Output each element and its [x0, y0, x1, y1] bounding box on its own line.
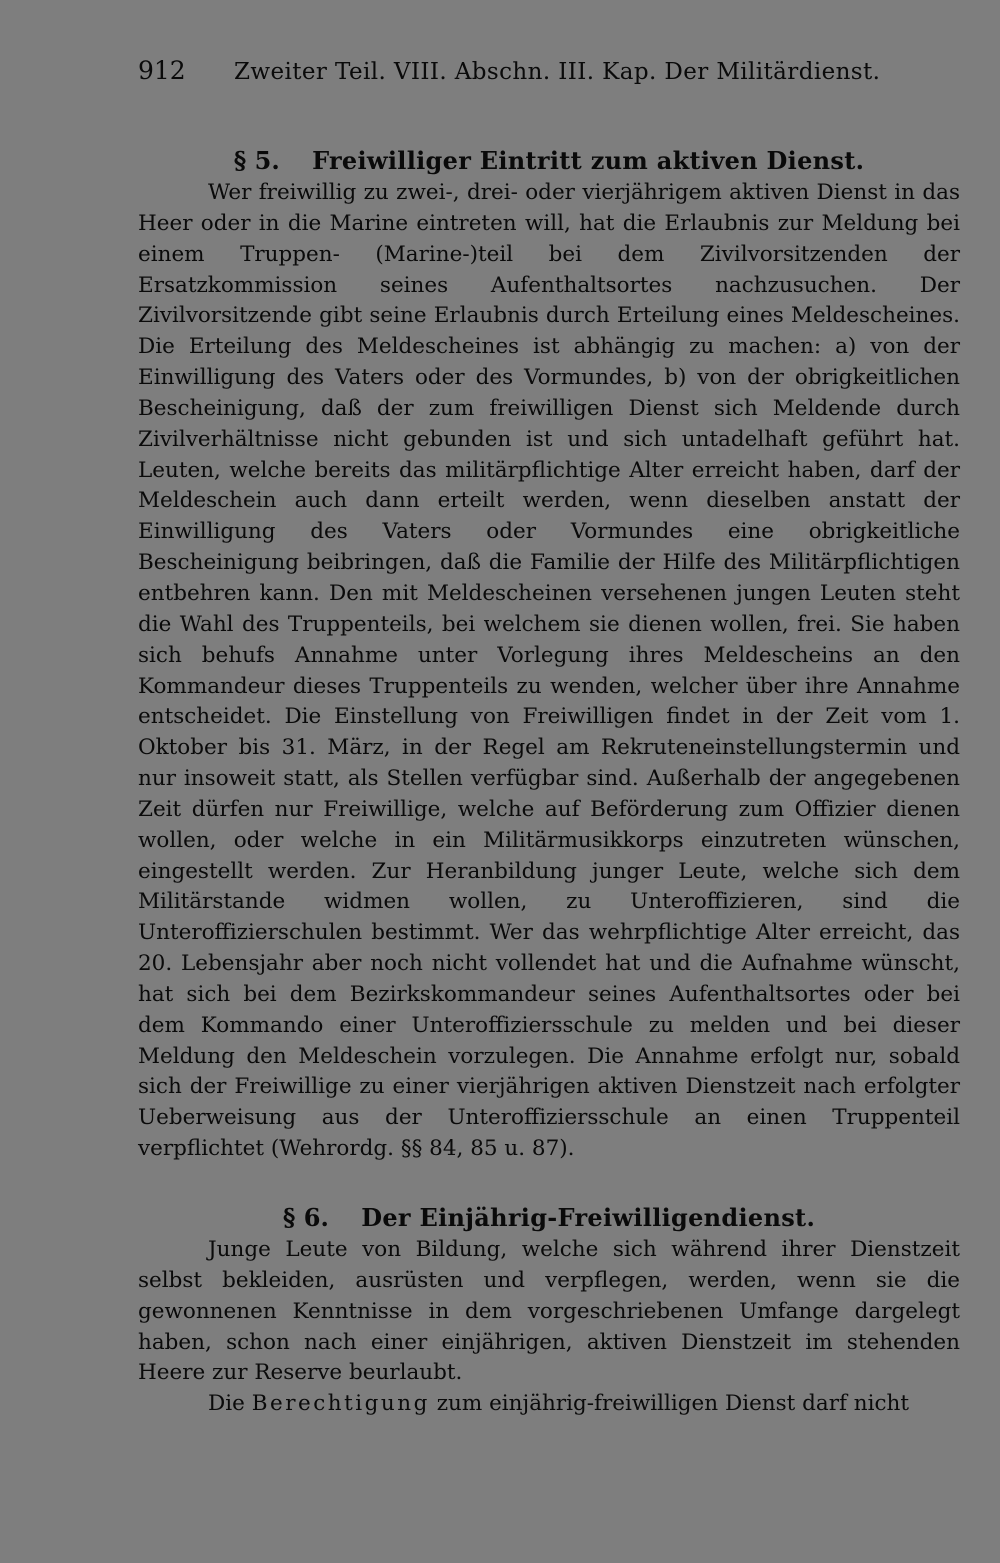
section-6-paragraph-2 [138, 1389, 960, 1420]
page-header [138, 56, 960, 96]
section-6-number: § 6. [282, 1203, 329, 1232]
page-number: 912 [138, 56, 186, 85]
running-head: Zweiter Teil. VIII. Abschn. III. Kap. Der Militärdienst. [234, 59, 881, 85]
paragraph-2-lead: Die [208, 1391, 245, 1417]
section-6-title: Der Einjährig-Freiwilligendienst. [361, 1203, 816, 1232]
paragraph-2-rest: zum einjährig-freiwilligen Dienst darf nicht [436, 1391, 910, 1417]
document-page [138, 56, 960, 1420]
section-6-paragraph-1: Junge Leute von Bildung, welche sich während ihrer Dienstzeit selbst bekleiden, ausrüsten und verpflegen, werden, wenn sie die gewonnenen Kenntnisse in dem vorgeschriebenen Umfange dargelegt haben, schon nach einer einjährigen, aktiven Dienstzeit im stehenden Heere zur Reserve beurlaubt. [138, 1237, 960, 1386]
paragraph-2-spaced-word: Berechtigung [251, 1391, 430, 1417]
section-5-title: Freiwilliger Eintritt zum aktiven Dienst. [312, 146, 865, 175]
section-6-heading [138, 1201, 960, 1235]
section-5-number: § 5. [233, 146, 280, 175]
section-5-heading [138, 144, 960, 178]
section-5-paragraph: Wer freiwillig zu zwei-, drei- oder vierjährigem aktiven Dienst in das Heer oder in die Marine eintreten will, hat die Erlaubnis zur Meldung bei einem Truppen- (Marine-)teil bei dem Zivilvorsitzenden der Ersatzkommission seines Aufenthaltsortes nachzusuchen. Der Zivilvorsitzende gibt seine Erlaubnis durch Erteilung eines Meldescheines. Die Erteilung des Meldescheines ist abhängig zu machen: a) von der Einwilligung des Vaters oder des Vormundes, b) von der obrigkeitlichen Bescheinigung, daß der zum freiwilligen Dienst sich Meldende durch Zivilverhältnisse nicht gebunden ist und sich untadelhaft geführt hat. Leuten, welche bereits das militärpflichtige Alter erreicht haben, darf der Meldeschein auch dann erteilt werden, wenn dieselben anstatt der Einwilligung des Vaters oder Vormundes eine obrigkeitliche Bescheinigung beibringen, daß die Familie der Hilfe des Militärpflichtigen entbehren kann. Den mit Meldescheinen versehenen jungen Leuten steht die Wahl des Truppenteils, bei welchem sie dienen wollen, frei. Sie haben sich behufs Annahme unter Vorlegung ihres Meldescheins an den Kommandeur dieses Truppenteils zu wenden, welcher über ihre Annahme entscheidet. Die Einstellung von Freiwilligen findet in der Zeit vom 1. Oktober bis 31. März, in der Regel am Rekruteneinstellungstermin und nur insoweit statt, als Stellen verfügbar sind. Außerhalb der angegebenen Zeit dürfen nur Freiwillige, welche auf Beförderung zum Offizier dienen wollen, oder welche in ein Militärmusikkorps einzutreten wünschen, eingestellt werden. Zur Heranbildung junger Leute, welche sich dem Militärstande widmen wollen, zu Unteroffizieren, sind die Unteroffizierschulen bestimmt. Wer das wehrpflichtige Alter erreicht, das 20. Lebensjahr aber noch nicht vollendet hat und die Aufnahme wünscht, hat sich bei dem Bezirkskommandeur seines Aufenthaltsortes oder bei dem Kommando einer Unteroffiziersschule zu melden und bei dieser Meldung den Meldeschein vorzulegen. Die Annahme erfolgt nur, sobald sich der Freiwillige zu einer vierjährigen aktiven Dienstzeit nach erfolgter Ueberweisung aus der Unteroffiziersschule an einen Truppenteil verpflichtet (Wehrordg. §§ 84, 85 u. 87). [138, 180, 960, 1162]
